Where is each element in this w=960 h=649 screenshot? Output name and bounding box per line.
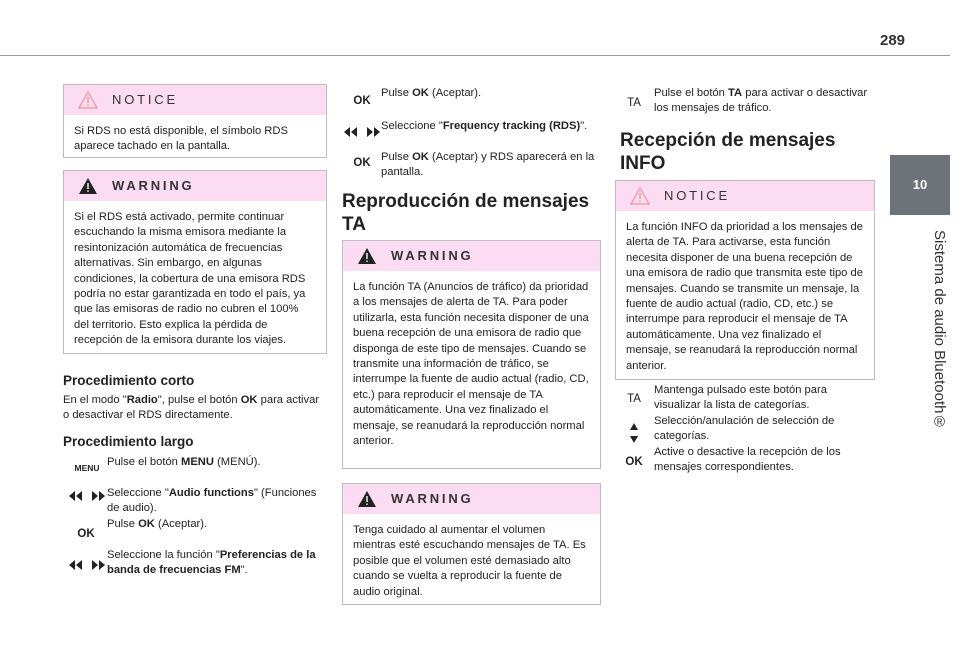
notice-box bbox=[615, 180, 875, 380]
col2-step-2: Seleccione "Frequency tracking (RDS)". bbox=[381, 120, 588, 132]
warning-box bbox=[342, 240, 601, 469]
ok-button-icon: OK bbox=[353, 95, 371, 107]
short-procedure-heading: Procedimiento corto bbox=[63, 373, 195, 388]
warning-title: WARNING bbox=[112, 178, 195, 193]
col2-step-3: Pulse OK (Aceptar) y RDS aparecerá en la pantalla. bbox=[381, 151, 595, 179]
ok-button-icon: OK bbox=[625, 456, 643, 468]
warning-header bbox=[343, 484, 600, 514]
section-heading-info: Recepción de mensajes INFO bbox=[620, 130, 836, 174]
menu-button-icon: MENU bbox=[74, 463, 100, 473]
notice-title: NOTICE bbox=[112, 92, 178, 107]
long-step-1: Pulse el botón MENU (MENÚ). bbox=[107, 456, 261, 468]
warning-icon bbox=[357, 490, 377, 508]
warning-icon bbox=[357, 247, 377, 265]
long-procedure-heading: Procedimiento largo bbox=[63, 434, 194, 449]
col2-step-1: Pulse OK (Aceptar). bbox=[381, 87, 482, 99]
up-down-arrows-icon bbox=[614, 421, 654, 445]
left-right-arrows-icon bbox=[67, 489, 107, 503]
chapter-title: Sistema de audio Bluetooth® bbox=[931, 230, 948, 431]
short-procedure-text: En el modo "Radio", pulse el botón OK para activar o desactivar el RDS directamente. bbox=[63, 394, 320, 422]
ok-button-icon: OK bbox=[77, 528, 95, 540]
left-right-arrows-icon bbox=[67, 558, 107, 572]
notice-icon bbox=[630, 187, 650, 205]
ta-button-icon: TA bbox=[627, 393, 641, 405]
notice-title: NOTICE bbox=[664, 188, 730, 203]
left-right-arrows-icon bbox=[342, 125, 382, 139]
warning-header bbox=[343, 241, 600, 271]
ta-step: Pulse el botón TA para activar o desactivar los mensajes de tráfico. bbox=[654, 87, 868, 115]
ta-button-icon: TA bbox=[627, 97, 641, 109]
notice-header bbox=[64, 85, 326, 115]
chapter-tab[interactable]: 10 bbox=[890, 155, 950, 215]
info-step-1: Mantenga pulsado este botón para visualizar la lista de categorías. bbox=[654, 384, 827, 412]
warning-title: WARNING bbox=[391, 248, 474, 263]
page-number: 289 bbox=[880, 32, 906, 49]
long-step-3: Pulse OK (Aceptar). bbox=[107, 518, 208, 530]
long-step-4: Seleccione la función "Preferencias de la banda de frecuencias FM". bbox=[107, 549, 316, 577]
info-step-2: Selección/anulación de selección de categorías. bbox=[654, 415, 835, 443]
warning-text: Tenga cuidado al aumentar el volumen mientras esté escuchando mensajes de TA. Es posible que el volumen esté demasiado alto cuando se vuelta a reproducir la fuente de audio original. bbox=[353, 524, 586, 598]
info-step-3: Active o desactive la recepción de los mensajes correspondientes. bbox=[654, 446, 841, 474]
warning-text: La función TA (Anuncios de tráfico) da prioridad a los mensajes de alerta de TA. Para poder utilizarla, esta función necesita disponer de una buena recepción de una emisora de radio que disponga de este tipo de mensajes. Cuando se transmite una información de tráfico, se interrumpe la fuente de audio actual (radio, CD, etc.) para reproducir el mensaje de TA automáticamente. Una vez finalizado el mensaje, se reanudará la reproducción normal anterior. bbox=[353, 281, 589, 448]
ok-button-icon: OK bbox=[353, 157, 371, 169]
long-step-2: Seleccione "Audio functions" (Funciones de audio). bbox=[107, 487, 317, 515]
notice-box bbox=[63, 84, 327, 158]
warning-text: Si el RDS está activado, permite continuar escuchando la misma emisora mediante la resintonización automática de frecuencias alternativas. Sin embargo, en algunas condiciones, la cobertura de una emisora RDS podría no estar garantizada en todo el país, ya que las emisoras de radio no cubren el 100% del territorio. Esto explica la pérdida de recepción de la emisora durante los viajes. bbox=[74, 211, 306, 347]
header-divider bbox=[0, 55, 950, 56]
notice-text: La función INFO da prioridad a los mensajes de alerta de TA. Para activarse, esta función necesita disponer de una buena recepción de una emisora de radio que transmita este tipo de mensajes. Cuando se transmite un mensaje, la fuente de audio actual (radio, CD, etc.) se interrumpe para reproducir el mensaje de TA automáticamente. Una vez finalizado el mensaje, se reanudará la reproducción normal anterior. bbox=[626, 221, 863, 372]
notice-header bbox=[616, 181, 874, 211]
notice-icon bbox=[78, 91, 98, 109]
notice-text: Si RDS no está disponible, el símbolo RDS aparece tachado en la pantalla. bbox=[74, 125, 288, 153]
section-heading-ta: Reproducción de mensajes TA bbox=[342, 191, 590, 235]
warning-title: WARNING bbox=[391, 491, 474, 506]
warning-header bbox=[64, 171, 326, 201]
warning-box bbox=[342, 483, 601, 605]
warning-box bbox=[63, 170, 327, 354]
warning-icon bbox=[78, 177, 98, 195]
